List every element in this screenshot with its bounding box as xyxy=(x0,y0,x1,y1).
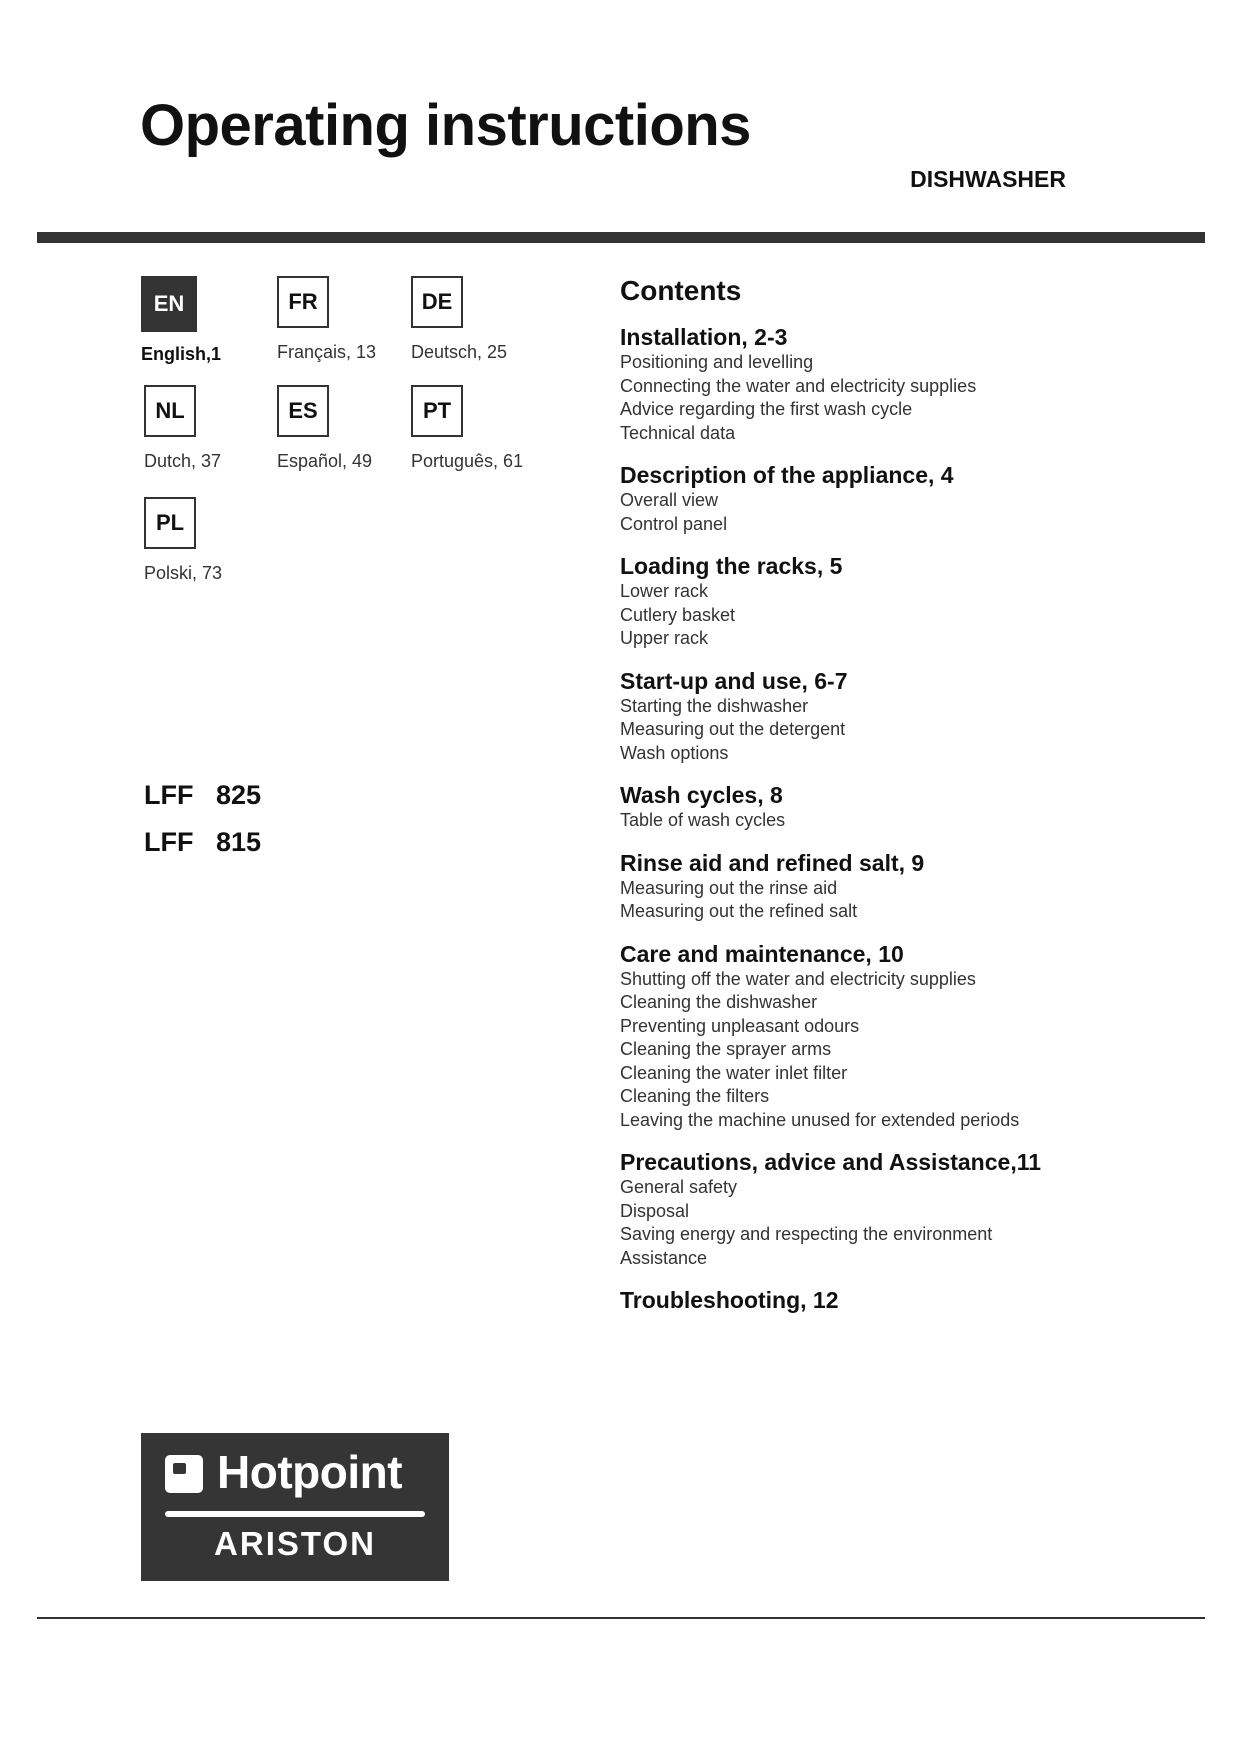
toc-section-rinse-aid xyxy=(620,849,1140,924)
toc-section-title[interactable]: Precautions, advice and Assistance,11 xyxy=(620,1149,1042,1175)
toc-item[interactable]: Connecting the water and electricity supplies xyxy=(620,375,977,396)
language-de[interactable] xyxy=(411,276,541,363)
language-code-es: ES xyxy=(277,385,329,437)
model-number: LFF 815 xyxy=(144,827,262,857)
toc-item[interactable]: Cleaning the dishwasher xyxy=(620,992,818,1012)
toc-section-title[interactable]: Description of the appliance, 4 xyxy=(620,462,954,488)
toc-item[interactable]: Technical data xyxy=(620,422,736,443)
brand-subname: ARISTON xyxy=(214,1525,376,1562)
toc-section-title[interactable]: Start-up and use, 6-7 xyxy=(620,667,848,694)
toc-item[interactable]: Measuring out the rinse aid xyxy=(620,877,838,898)
bottom-divider xyxy=(37,1617,1205,1619)
toc-item[interactable]: Saving energy and respecting the environment xyxy=(620,1224,993,1244)
toc-item[interactable]: Disposal xyxy=(620,1200,690,1221)
language-pl[interactable] xyxy=(144,497,274,584)
language-label-nl: Dutch, 37 xyxy=(144,451,222,471)
toc-item[interactable]: Measuring out the refined salt xyxy=(620,901,858,921)
model-list xyxy=(144,772,261,866)
brand-square-icon xyxy=(165,1455,203,1493)
brand-logo xyxy=(141,1433,449,1581)
toc-item[interactable]: Lower rack xyxy=(620,581,709,601)
toc-item[interactable]: Cleaning the water inlet filter xyxy=(620,1062,848,1083)
toc-item[interactable]: Table of wash cycles xyxy=(620,810,786,830)
toc-section-care xyxy=(620,940,1140,1133)
toc-section-description xyxy=(620,461,1140,536)
toc-section-title[interactable]: Loading the racks, 5 xyxy=(620,553,843,579)
brand-name: Hotpoint xyxy=(217,1446,403,1498)
toc-item[interactable]: Measuring out the detergent xyxy=(620,719,846,739)
toc-section-startup xyxy=(620,667,1140,766)
language-code-fr: FR xyxy=(277,276,329,328)
toc-item[interactable]: Shutting off the water and electricity supplies xyxy=(620,968,976,989)
language-label-es: Español, 49 xyxy=(277,451,373,471)
toc-section-precautions xyxy=(620,1148,1140,1270)
language-pt[interactable] xyxy=(411,385,541,472)
toc-item[interactable]: Cleaning the filters xyxy=(620,1086,770,1106)
language-code-pl: PL xyxy=(144,497,196,549)
toc-item[interactable]: Assistance xyxy=(620,1247,708,1268)
toc-section-title[interactable]: Installation, 2-3 xyxy=(620,324,788,350)
language-code-en: EN xyxy=(141,276,197,332)
toc-section-wash-cycles xyxy=(620,781,1140,833)
product-type: DISHWASHER xyxy=(910,166,1066,192)
toc-item[interactable]: Preventing unpleasant odours xyxy=(620,1015,860,1036)
top-divider xyxy=(37,232,1205,243)
language-code-nl: NL xyxy=(144,385,196,437)
table-of-contents xyxy=(620,275,1140,1330)
language-label-en: English,1 xyxy=(141,344,222,364)
toc-section-title[interactable]: Wash cycles, 8 xyxy=(620,782,783,808)
toc-item[interactable]: Positioning and levelling xyxy=(620,352,814,372)
language-label-fr: Français, 13 xyxy=(277,342,377,362)
toc-item[interactable]: Starting the dishwasher xyxy=(620,695,809,716)
language-code-de: DE xyxy=(411,276,463,328)
language-label-pl: Polski, 73 xyxy=(144,563,223,583)
toc-item[interactable]: Overall view xyxy=(620,490,719,510)
toc-item[interactable]: Cleaning the sprayer arms xyxy=(620,1039,832,1059)
toc-section-title[interactable]: Rinse aid and refined salt, 9 xyxy=(620,849,925,876)
page-title: Operating instructions xyxy=(140,93,751,158)
toc-item[interactable]: Advice regarding the first wash cycle xyxy=(620,399,913,419)
toc-item[interactable]: Leaving the machine unused for extended periods xyxy=(620,1109,1020,1130)
language-es[interactable] xyxy=(277,385,407,472)
toc-section-installation xyxy=(620,323,1140,445)
toc-section-troubleshooting xyxy=(620,1286,1140,1314)
model-number: LFF 825 xyxy=(144,780,262,810)
toc-item[interactable]: Control panel xyxy=(620,513,728,534)
language-label-pt: Português, 61 xyxy=(411,451,524,471)
toc-item[interactable]: Upper rack xyxy=(620,628,709,648)
language-nl[interactable] xyxy=(144,385,274,472)
language-fr[interactable] xyxy=(277,276,407,363)
contents-heading: Contents xyxy=(620,275,742,306)
language-label-de: Deutsch, 25 xyxy=(411,342,508,362)
language-en[interactable] xyxy=(141,276,271,365)
toc-section-title[interactable]: Care and maintenance, 10 xyxy=(620,940,904,967)
toc-section-loading xyxy=(620,552,1140,651)
toc-item[interactable]: General safety xyxy=(620,1177,738,1197)
toc-item[interactable]: Cutlery basket xyxy=(620,604,736,625)
toc-item[interactable]: Wash options xyxy=(620,742,729,763)
toc-section-title[interactable]: Troubleshooting, 12 xyxy=(620,1287,839,1313)
language-code-pt: PT xyxy=(411,385,463,437)
brand-divider xyxy=(165,1511,425,1517)
